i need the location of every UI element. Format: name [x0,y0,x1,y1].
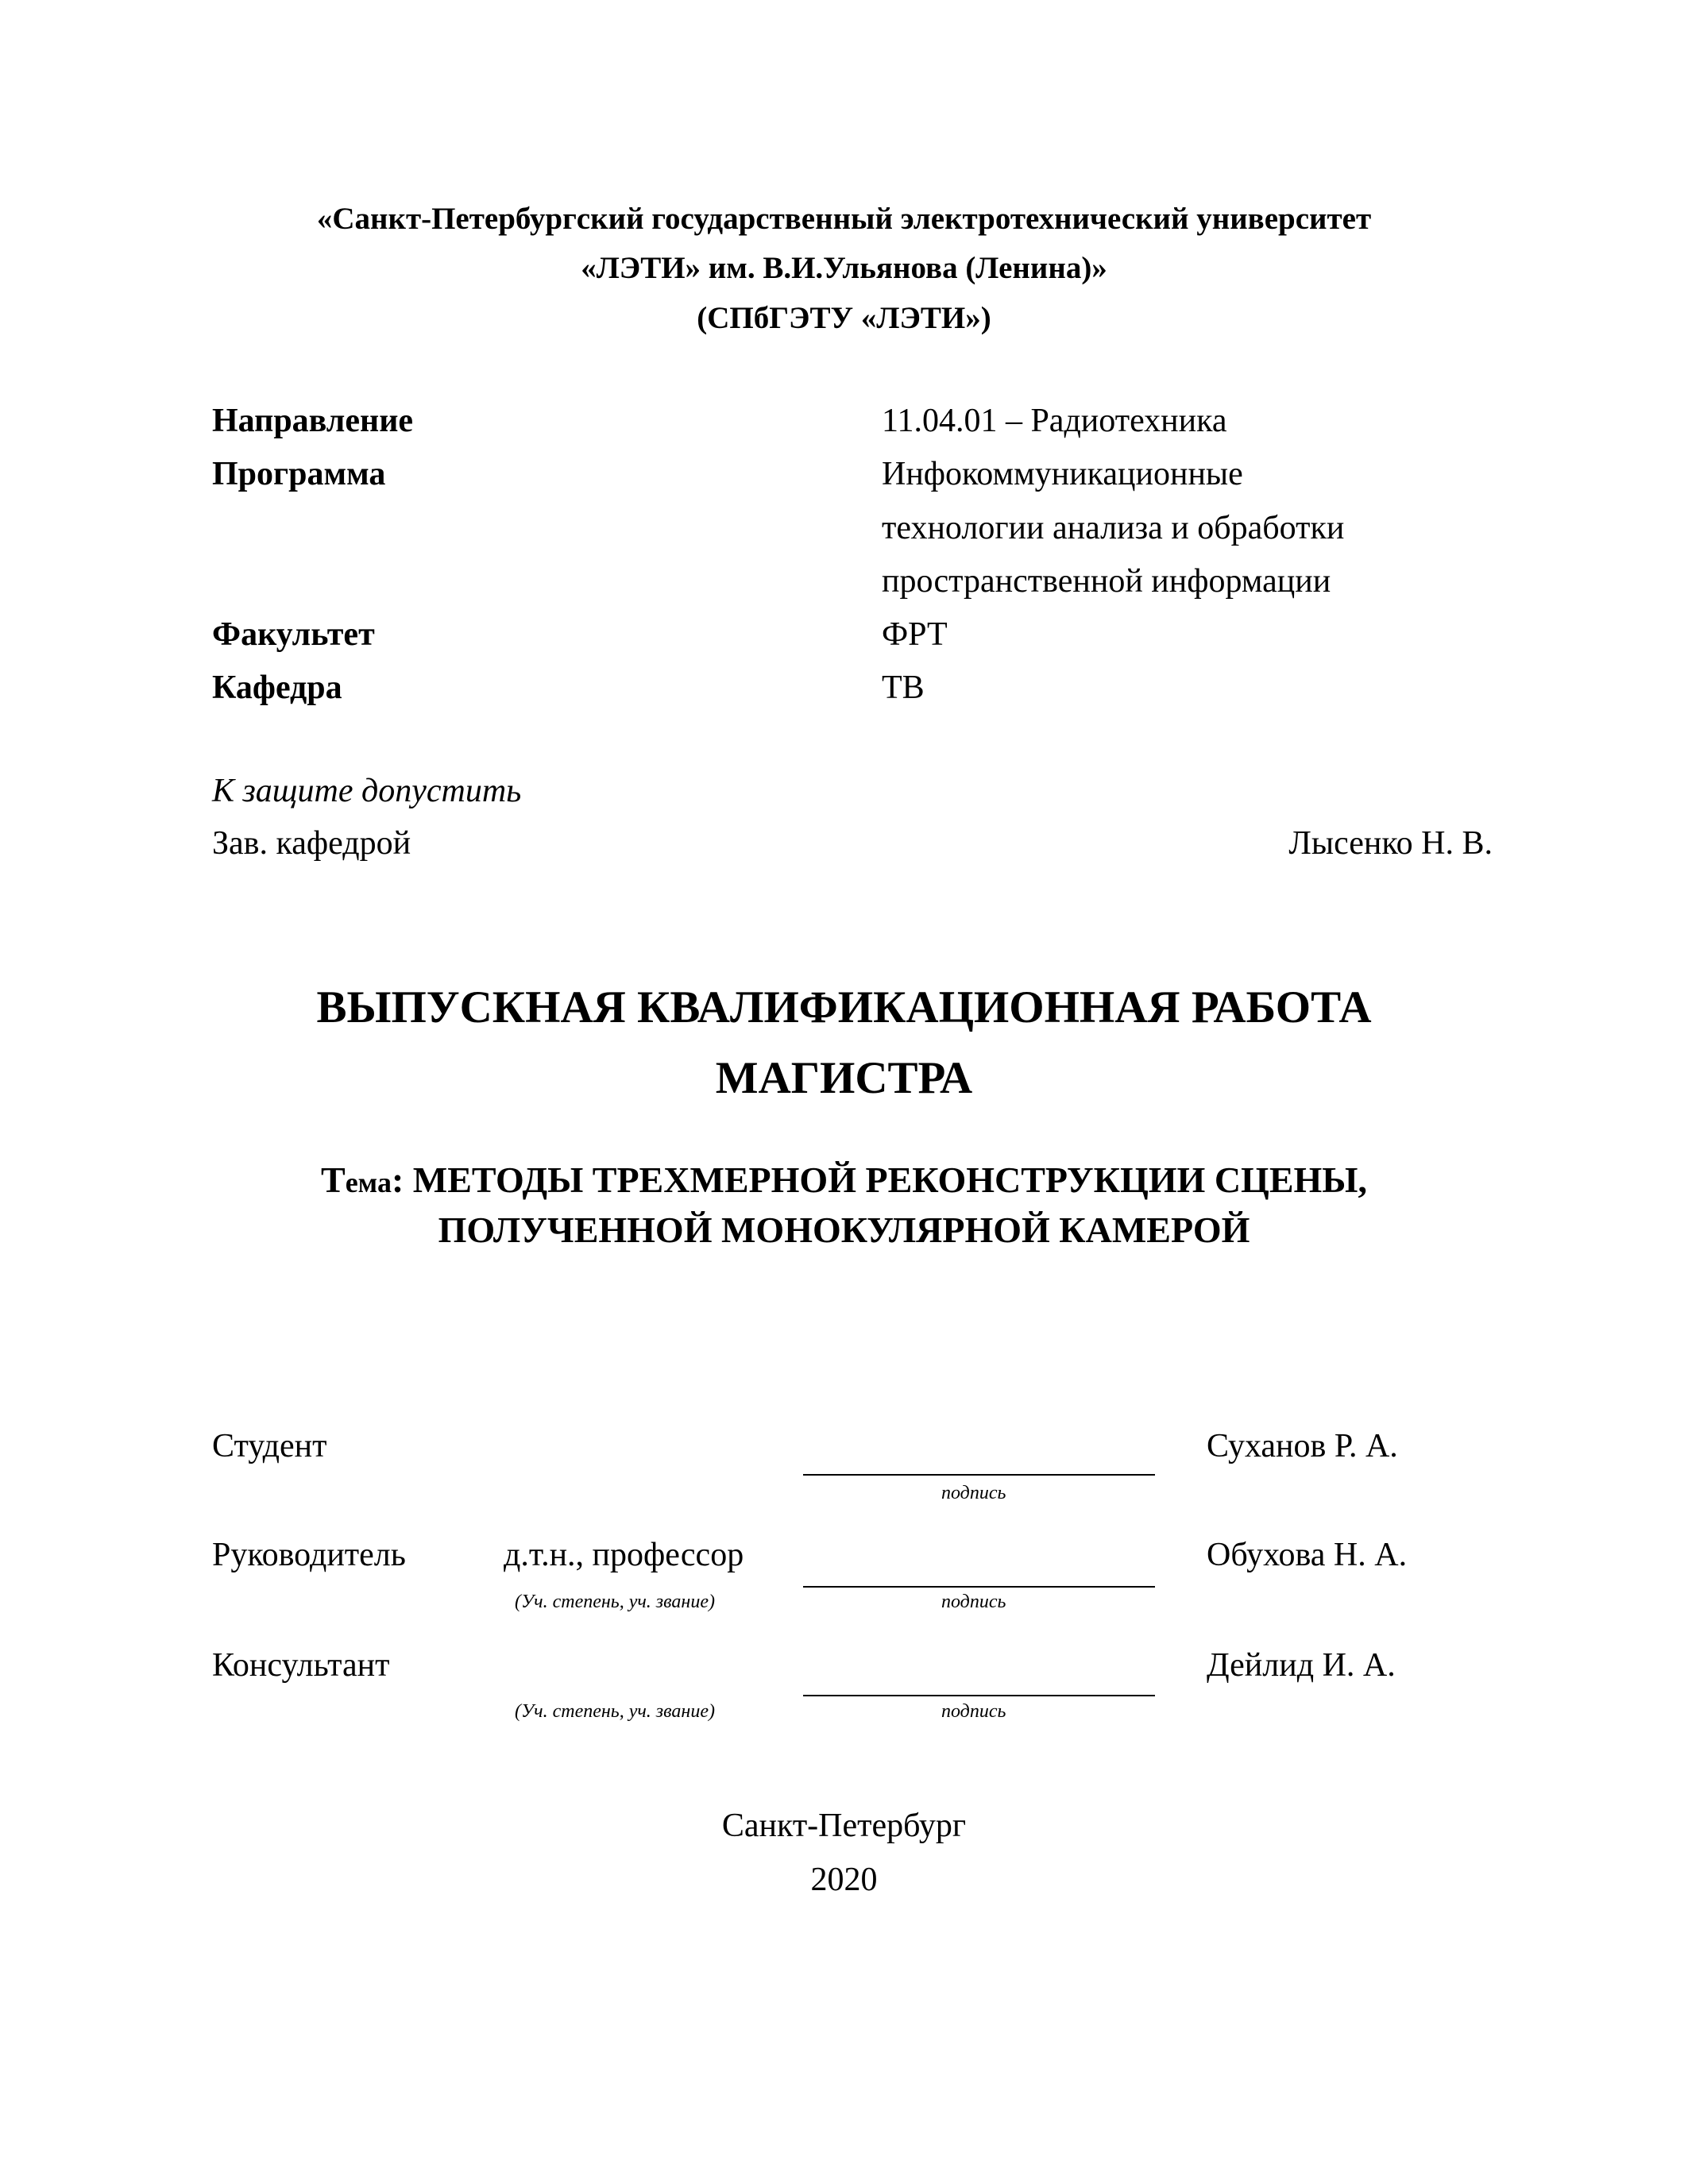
signature-role-supervisor: Руководитель [212,1537,406,1573]
signature-line-student [803,1474,1155,1476]
signature-role-consultant: Консультант [212,1647,390,1684]
info-label-department: Кафедра [212,669,342,706]
signature-name-student: Суханов Р. А. [1207,1428,1398,1464]
info-value-department: ТВ [882,669,925,706]
info-value-program-1: Инфокоммуникационные [882,456,1243,492]
info-value-direction: 11.04.01 – Радиотехника [882,403,1227,439]
topic-line2: ПОЛУЧЕННОЙ МОНОКУЛЯРНОЙ КАМЕРОЙ [438,1210,1250,1250]
info-value-program-3: пространственной информации [882,563,1331,600]
admission-note: К защите допустить [212,773,522,809]
info-label-program: Программа [212,456,386,492]
signature-role-student: Студент [212,1428,327,1464]
signature-name-supervisor: Обухова Н. А. [1207,1537,1408,1573]
topic-text-line1: МЕТОДЫ ТРЕХМЕРНОЙ РЕКОНСТРУКЦИИ СЦЕНЫ, [412,1160,1367,1200]
topic-line1 [0,1162,1688,1198]
signature-hint-student: подпись [941,1483,1006,1503]
info-label-faculty: Факультет [212,616,375,653]
signature-degree-supervisor: д.т.н., профессор [504,1537,744,1573]
info-value-faculty: ФРТ [882,616,948,653]
topic-prefix-rest: ема [345,1167,392,1198]
topic-prefix-first: Т [321,1160,346,1200]
admission-role: Зав. кафедрой [212,825,411,862]
admission-name: Лысенко Н. В. [1288,825,1493,862]
topic-prefix-colon: : [391,1160,404,1200]
signature-hint-supervisor: подпись [941,1592,1006,1612]
degree-hint-consultant: (Уч. степень, уч. звание) [515,1701,715,1722]
signature-hint-consultant: подпись [941,1701,1006,1722]
signature-line-consultant [803,1695,1155,1696]
signature-line-supervisor [803,1586,1155,1588]
info-value-program-2: технологии анализа и обработки [882,510,1345,546]
work-title-line2: МАГИСТРА [715,1053,973,1103]
degree-hint-supervisor: (Уч. степень, уч. звание) [515,1592,715,1612]
work-title-line1: ВЫПУСКНАЯ КВАЛИФИКАЦИОННАЯ РАБОТА [316,982,1372,1032]
university-name-line1: «Санкт-Петербургский государственный электротехнический университет [316,202,1372,236]
university-abbr: (СПбГЭТУ «ЛЭТИ») [697,301,991,335]
signature-name-consultant: Дейлид И. А. [1207,1647,1396,1684]
university-name-line2: «ЛЭТИ» им. В.И.Ульянова (Ленина)» [581,251,1107,285]
footer-city: Санкт-Петербург [721,1808,967,1844]
footer-year: 2020 [810,1862,878,1898]
info-label-direction: Направление [212,403,414,439]
